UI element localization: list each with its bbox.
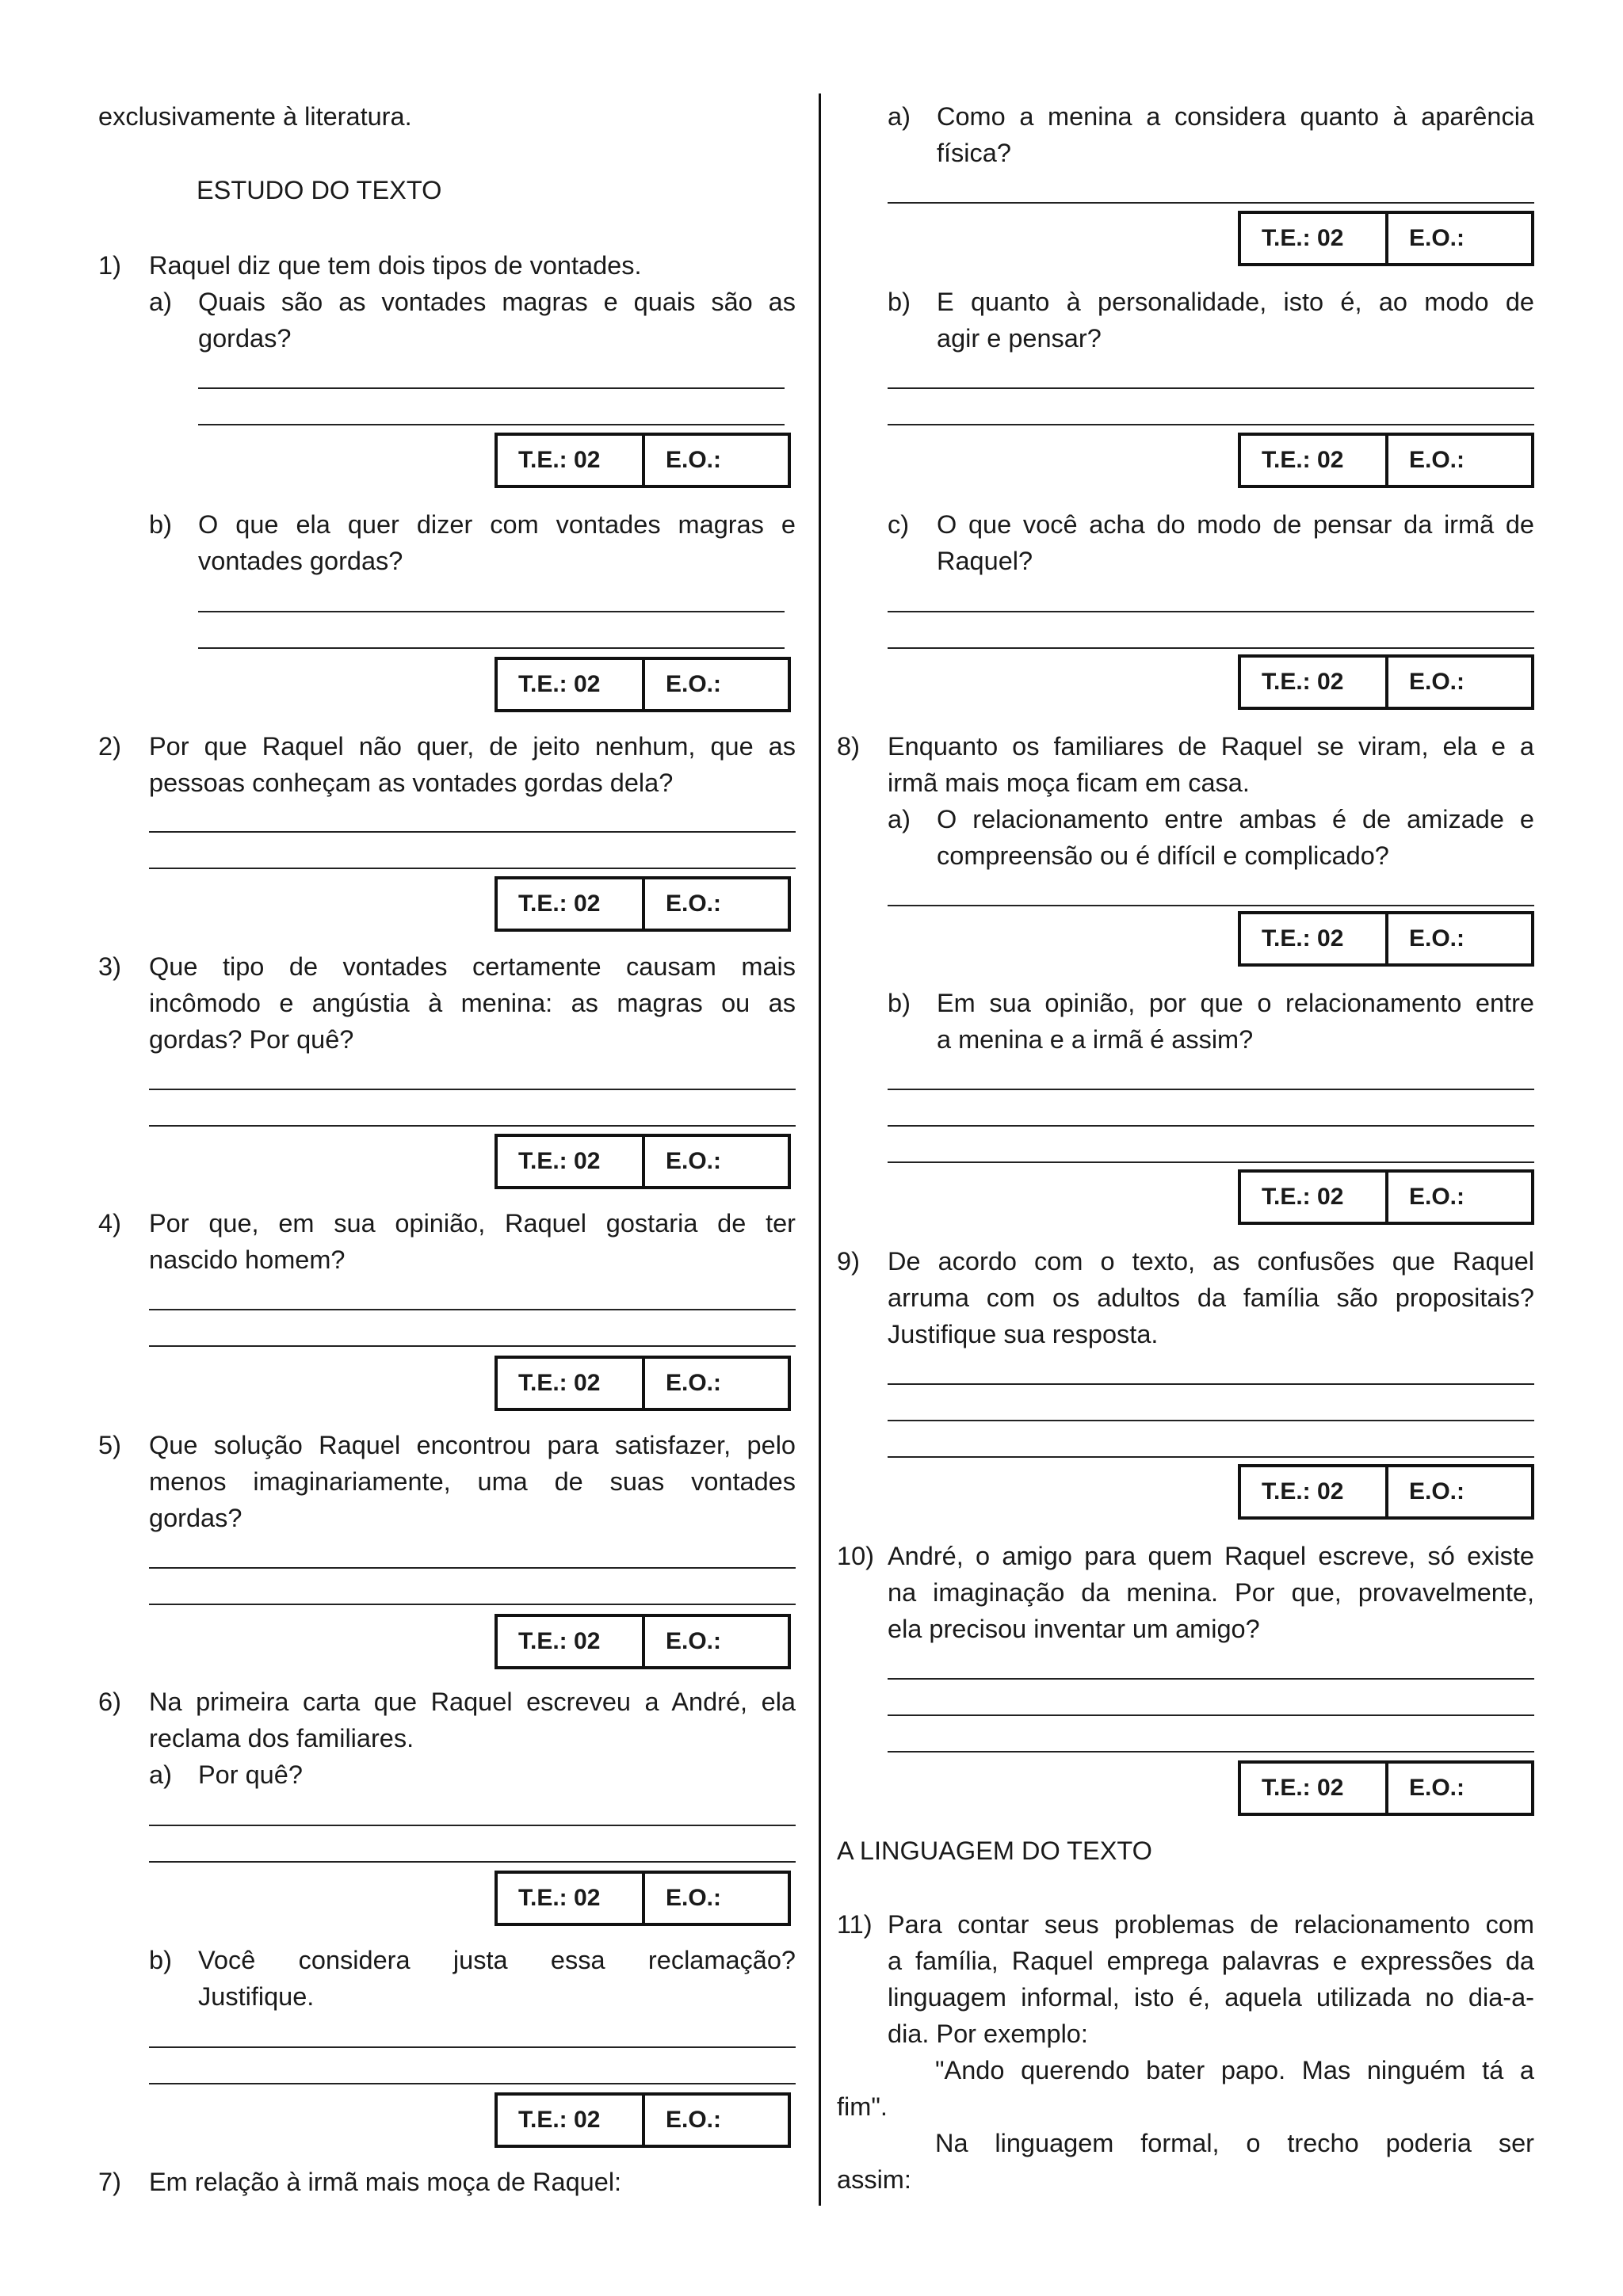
answer-line[interactable] [198,387,785,389]
score-box [1238,211,1534,266]
q6a-letter: a) [149,1760,172,1789]
q7c-letter: c) [888,510,910,539]
answer-line[interactable] [198,611,785,612]
eo-label: E.O.: [666,1885,722,1911]
answer-line[interactable] [149,1861,796,1863]
q7b-line1: E quanto à personalidade, isto é, ao modo de [937,288,1534,316]
q6b-line2: Justifique. [198,1982,315,2011]
eo-label: E.O.: [666,1370,722,1396]
q8a-line1: O relacionamento entre ambas é de amizade e [937,805,1534,833]
eo-label: E.O.: [1409,925,1465,952]
te-label: T.E.: 02 [498,1359,645,1408]
te-label: T.E.: 02 [498,660,645,709]
q9-line3: Justifique sua resposta. [888,1320,1159,1348]
q11-quote-line2: fim". [837,2092,888,2121]
eo-label: E.O.: [1409,1775,1465,1801]
q1a-line1: Quais são as vontades magras e quais são as [198,288,796,316]
q10-number: 10) [837,1542,874,1570]
answer-line[interactable] [149,1309,796,1310]
q1-number: 1) [98,251,121,280]
eo-label: E.O.: [1409,1478,1465,1505]
q7a-line2: física? [937,139,1011,167]
answer-line[interactable] [888,1456,1534,1458]
q3-number: 3) [98,952,121,981]
answer-line[interactable] [888,1420,1534,1421]
q11-line2: a família, Raquel emprega palavras e expressões da [888,1947,1534,1975]
te-label: T.E.: 02 [1241,436,1388,485]
answer-line[interactable] [198,424,785,425]
q1a-line2: gordas? [198,324,292,353]
te-label: T.E.: 02 [1241,1764,1388,1813]
q6-number: 6) [98,1688,121,1716]
q7a-line1: Como a menina a considera quanto à aparência [937,102,1534,131]
q6-line2: reclama dos familiares. [149,1724,414,1753]
q7b-letter: b) [888,288,911,316]
q2-line1: Por que Raquel não quer, de jeito nenhum, que as [149,732,796,761]
score-box [1238,654,1534,710]
q7c-line1: O que você acha do modo de pensar da irmã de [937,510,1534,539]
q2-line2: pessoas conheçam as vontades gordas dela? [149,769,674,797]
q6a-text: Por quê? [198,1760,303,1789]
answer-line[interactable] [888,611,1534,612]
score-box [1238,433,1534,488]
score-box [495,1356,791,1411]
q6b-line1: Você considera justa essa reclamação? [198,1946,796,1974]
q5-number: 5) [98,1431,121,1459]
q11-line4: dia. Por exemplo: [888,2019,1088,2048]
q7-number: 7) [98,2168,121,2196]
q1b-line2: vontades gordas? [198,547,403,575]
te-label: T.E.: 02 [1241,1467,1388,1516]
q8b-line2: a menina e a irmã é assim? [937,1025,1254,1054]
score-box [1238,1760,1534,1816]
answer-line[interactable] [149,1825,796,1826]
q11-formal-line2: assim: [837,2165,911,2194]
score-box [1238,911,1534,967]
q4-line2: nascido homem? [149,1245,346,1274]
eo-label: E.O.: [666,891,722,917]
q9-line1: De acordo com o texto, as confusões que Raquel [888,1247,1534,1276]
q6-line1: Na primeira carta que Raquel escreveu a André, ela [149,1688,796,1716]
q8b-letter: b) [888,989,911,1017]
q1b-line1: O que ela quer dizer com vontades magras e [198,510,796,539]
score-box [495,876,791,932]
q8b-line1: Em sua opinião, por que o relacionamento entre [937,989,1534,1017]
answer-line[interactable] [888,1089,1534,1090]
q3-line2: incômodo e angústia à menina: as magras ou as [149,989,796,1017]
answer-line[interactable] [888,424,1534,425]
q7a-letter: a) [888,102,911,131]
q2-number: 2) [98,732,121,761]
answer-line[interactable] [149,831,796,833]
te-label: T.E.: 02 [1241,214,1388,263]
te-label: T.E.: 02 [1241,914,1388,963]
answer-line[interactable] [149,2046,796,2048]
answer-line[interactable] [888,905,1534,906]
answer-line[interactable] [888,1678,1534,1680]
q6b-letter: b) [149,1946,172,1974]
q4-line1: Por que, em sua opinião, Raquel gostaria de ter [149,1209,796,1238]
column-divider [819,93,821,2206]
eo-label: E.O.: [666,1148,722,1174]
q11-formal-line1: Na linguagem formal, o trecho poderia ser [935,2129,1534,2157]
eo-label: E.O.: [666,671,722,697]
q4-number: 4) [98,1209,121,1238]
q7-text: Em relação à irmã mais moça de Raquel: [149,2168,622,2196]
q7c-line2: Raquel? [937,547,1033,575]
score-box [495,1134,791,1189]
q1a-letter: a) [149,288,172,316]
eo-label: E.O.: [666,1628,722,1654]
q8a-line2: compreensão ou é difícil e complicado? [937,841,1389,870]
answer-line[interactable] [149,1089,796,1090]
answer-line[interactable] [888,1125,1534,1127]
answer-line[interactable] [149,868,796,869]
answer-line[interactable] [149,1125,796,1127]
te-label: T.E.: 02 [498,1874,645,1923]
answer-line[interactable] [888,1383,1534,1385]
q11-line1: Para contar seus problemas de relacionamento com [888,1910,1534,1939]
q11-number: 11) [837,1910,873,1939]
eo-label: E.O.: [1409,669,1465,695]
eo-label: E.O.: [1409,447,1465,473]
intro-tail: exclusivamente à literatura. [98,102,412,131]
q8-line2: irmã mais moça ficam em casa. [888,769,1250,797]
score-box [495,2092,791,2148]
q8a-letter: a) [888,805,911,833]
te-label: T.E.: 02 [498,1617,645,1666]
te-label: T.E.: 02 [498,436,645,485]
answer-line[interactable] [888,202,1534,204]
eo-label: E.O.: [1409,225,1465,251]
q10-line2: na imaginação da menina. Por que, provavelmente, [888,1578,1534,1607]
score-box [495,1871,791,1926]
te-label: T.E.: 02 [498,1137,645,1186]
q5-line1: Que solução Raquel encontrou para satisfazer, pelo [149,1431,796,1459]
eo-label: E.O.: [666,2107,722,2133]
score-box [1238,1169,1534,1225]
q9-line2: arruma com os adultos da família são propositais? [888,1283,1534,1312]
q5-line2: menos imaginariamente, uma de suas vontades [149,1467,796,1496]
q11-line3: linguagem informal, isto é, aquela utilizada no dia-a- [888,1983,1534,2012]
te-label: T.E.: 02 [1241,658,1388,707]
answer-line[interactable] [149,1604,796,1605]
answer-line[interactable] [149,1345,796,1347]
q9-number: 9) [837,1247,860,1276]
q3-line3: gordas? Por quê? [149,1025,354,1054]
eo-label: E.O.: [1409,1184,1465,1210]
answer-line[interactable] [888,1161,1534,1163]
score-box [495,657,791,712]
te-label: T.E.: 02 [498,879,645,929]
section-heading-linguagem: A LINGUAGEM DO TEXTO [837,1836,1152,1865]
answer-line[interactable] [888,1714,1534,1716]
answer-line[interactable] [149,1567,796,1569]
answer-line[interactable] [888,647,1534,649]
score-box [1238,1464,1534,1520]
te-label: T.E.: 02 [1241,1173,1388,1222]
q10-line1: André, o amigo para quem Raquel escreve, só existe [888,1542,1534,1570]
eo-label: E.O.: [666,447,722,473]
q8-number: 8) [837,732,860,761]
q3-line1: Que tipo de vontades certamente causam mais [149,952,796,981]
q8-line1: Enquanto os familiares de Raquel se viram, ela e a [888,732,1534,761]
te-label: T.E.: 02 [498,2096,645,2145]
q1b-letter: b) [149,510,172,539]
section-heading-estudo: ESTUDO DO TEXTO [197,176,442,204]
q5-line3: gordas? [149,1504,242,1532]
score-box [495,1614,791,1669]
answer-line[interactable] [888,1751,1534,1753]
q10-line3: ela precisou inventar um amigo? [888,1615,1260,1643]
q11-quote-line1: "Ando querendo bater papo. Mas ninguém tá a [935,2056,1534,2084]
answer-line[interactable] [149,2083,796,2084]
q7b-line2: agir e pensar? [937,324,1102,353]
answer-line[interactable] [888,387,1534,389]
answer-line[interactable] [198,647,785,649]
score-box [495,433,791,488]
q1-text: Raquel diz que tem dois tipos de vontades. [149,251,642,280]
